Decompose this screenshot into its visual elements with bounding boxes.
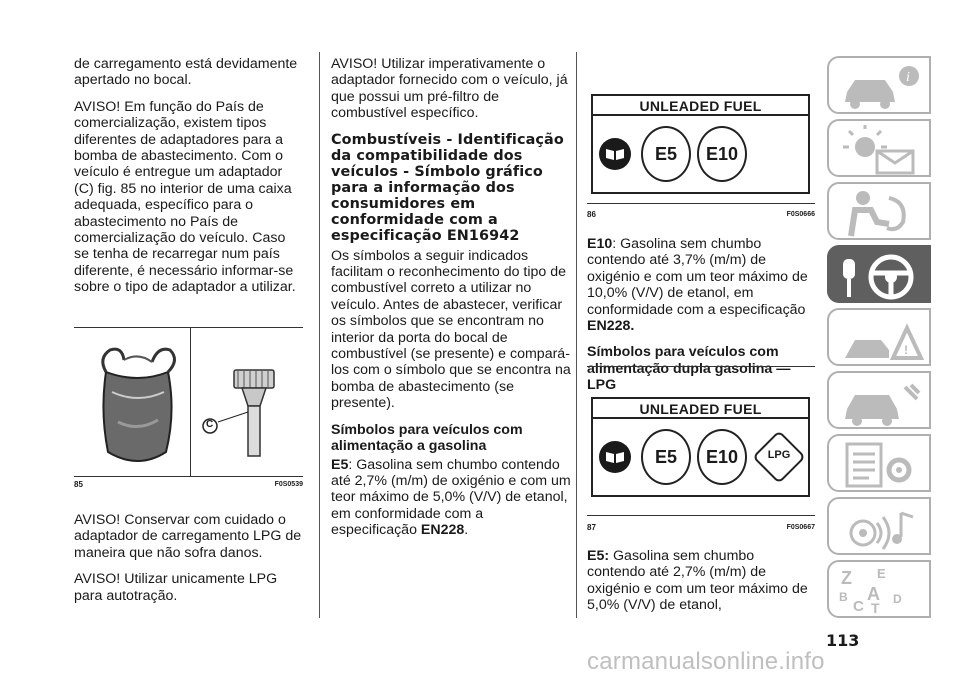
column-2 <box>331 56 571 549</box>
figure-85 <box>74 327 303 489</box>
paragraph: Os símbolos a seguir indicados facilitam o reconhecimento do tipo de combustível correto a utilizar no veículo. Antes de abastecer, verificar os símbolos que se encontram no interior da porta do bocal de combustível (se presente) e compará-los com o símbolo que se encontra na bomba de abastecimento (se presente). <box>331 247 571 412</box>
paragraph: AVISO! Conservar com cuidado o adaptador de carregamento LPG de maneira que não sofra danos. <box>74 512 302 561</box>
e5-description <box>331 457 571 539</box>
figure-code: F0S0666 <box>786 211 815 218</box>
e10-description <box>587 236 815 334</box>
subsection-heading: Símbolos para veículos com alimentação dupla gasolina — LPG <box>587 344 791 394</box>
e5-spec: EN228 <box>420 522 465 539</box>
paragraph: de carregamento está devidamente apertado no bocal. <box>74 56 298 89</box>
adapter-image <box>194 350 302 470</box>
e10-label: E10 <box>587 236 613 252</box>
column-1-bottom <box>74 512 304 614</box>
tab-warning-lights[interactable] <box>827 119 931 177</box>
e5-text: Gasolina sem chumbo contendo até 2,7% (m/m) de oxigénio e com um teor máximo de 5,0% (V/V) de etanol, <box>587 548 808 614</box>
paragraph: AVISO! Utilizar imperativamente o adaptador fornecido com o veículo, já que possui um pré-filtro de combustível específico. <box>331 56 568 122</box>
e10-symbol: E10 <box>697 429 747 485</box>
figure-number: 85 <box>74 480 83 489</box>
index-letter: E <box>877 566 886 581</box>
adapter-callout-label: C <box>206 419 214 430</box>
tab-key-steering[interactable] <box>827 245 931 303</box>
tab-multimedia[interactable] <box>827 497 931 555</box>
index-letter: A <box>867 584 880 604</box>
section-heading: Combustíveis - Identificação da compatibilidade dos veículos - Símbolo gráfico para a informação dos consumidores em conformidade com a especificação EN16942 <box>331 131 564 244</box>
index-letter: C <box>853 598 864 615</box>
index-letter: Z <box>841 568 852 588</box>
lpg-symbol-text: LPG <box>767 449 791 461</box>
column-divider <box>319 52 320 618</box>
technical-data-icon <box>837 440 927 490</box>
e5-label: E5 <box>331 456 349 473</box>
figure-number: 87 <box>587 523 596 532</box>
figure-code: F0S0539 <box>274 481 303 488</box>
tab-car-info[interactable] <box>827 56 931 114</box>
figure-number: 86 <box>587 210 596 219</box>
column-divider <box>576 52 577 618</box>
e10-symbol: E10 <box>697 126 747 182</box>
fuel-label-86 <box>591 94 810 194</box>
index-letter: D <box>893 592 902 606</box>
column-3-bottom <box>587 548 815 624</box>
paragraph: AVISO! Utilizar unicamente LPG para autotração. <box>74 571 278 604</box>
car-info-icon <box>837 62 927 112</box>
warning-lights-icon <box>837 125 927 175</box>
figure-86 <box>587 64 815 219</box>
tab-emergency[interactable] <box>827 308 931 366</box>
e5-symbol: E5 <box>641 429 691 485</box>
e5-symbol: E5 <box>641 126 691 182</box>
tab-index[interactable] <box>827 560 931 618</box>
manual-book-icon <box>599 138 631 170</box>
tab-maintenance[interactable] <box>827 371 931 429</box>
svg-text:!: ! <box>904 343 908 357</box>
e5-end: . <box>464 522 469 539</box>
paragraph: AVISO! Em função do País de comercialização, existem tipos diferentes de adaptadores para a bomba de abastecimento. Com o veículo é entregue um adaptador (C) fig. 85 no interior de uma caixa adequada, específico para o abastecimento no País de comercialização do veículo. Caso se tenha de recarregar num país diferente, é necessário informar-se sobre o tipo de adaptador a utilizar. <box>74 98 296 296</box>
tab-safety[interactable] <box>827 182 931 240</box>
svg-text:i: i <box>906 70 910 85</box>
fuel-label-title: UNLEADED FUEL <box>593 96 808 116</box>
e5-description <box>587 548 815 614</box>
watermark: carmanualsonline.info <box>587 648 825 675</box>
e10-text: : Gasolina sem chumbo contendo até 3,7% (m/m) de oxigénio e com um teor máximo de 10,0% (V/V) de etanol, em conformidade com a especificação <box>587 236 808 318</box>
e10-spec: EN228. <box>587 318 635 335</box>
multimedia-icon <box>837 503 927 553</box>
tab-technical-data[interactable] <box>827 434 931 492</box>
car-maintenance-icon <box>837 377 927 427</box>
subsection-heading: Símbolos para veículos com alimentação a gasolina <box>331 421 523 455</box>
fuel-label-87 <box>591 397 810 497</box>
figure-code: F0S0667 <box>786 524 815 531</box>
index-letter: T <box>871 600 880 616</box>
manual-book-icon <box>599 441 631 473</box>
emergency-triangle-icon <box>837 314 927 364</box>
index-icon <box>837 566 925 616</box>
figure-87 <box>587 366 815 532</box>
e5-label: E5: <box>587 548 610 564</box>
lpg-adapter-box-image <box>78 332 188 472</box>
fuel-label-title: UNLEADED FUEL <box>593 399 808 419</box>
airbag-safety-icon <box>837 188 927 238</box>
index-letter: B <box>839 590 848 604</box>
e5-text: : Gasolina sem chumbo contendo até 2,7% (m/m) de oxigénio e com um teor máximo de 5,0% (V/V) de etanol, em conformidade com a especificação <box>331 456 571 539</box>
key-steering-icon <box>837 251 927 301</box>
page-number: 113 <box>826 631 860 650</box>
column-1 <box>74 56 304 306</box>
